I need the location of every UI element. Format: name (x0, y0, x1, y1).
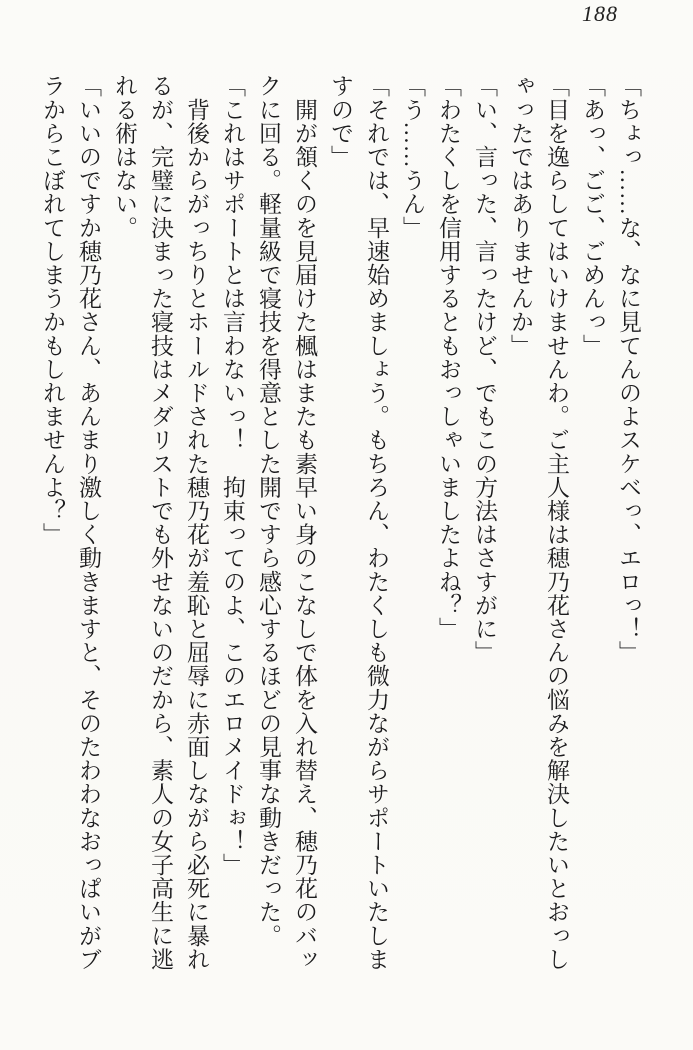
text-column: 「それでは、早速始めましょう。もちろん、わたくしも微力ながらサポートいたしま (364, 74, 389, 971)
text-column: れる術はない。 (112, 74, 137, 240)
text-column: 「い、言った、言ったけど、でもこの方法はさすがに」 (472, 74, 497, 664)
text-column: 背後からがっちりとホールドされた穂乃花が羞恥と屈辱に赤面しながら必死に暴れ (184, 74, 209, 971)
text-column-container (34, 74, 646, 979)
text-column: ゃったではありませんか」 (508, 74, 533, 358)
text-column: 「あっ、ごご、ごめんっ」 (580, 74, 605, 358)
text-column: ラからこぼれてしまうかもしれませんよ？」 (40, 74, 65, 546)
text-column: 「目を逸らしてはいけませんわ。ご主人様は穂乃花さんの悩みを解決したいとおっし (544, 74, 569, 971)
text-column: 「う……うん」 (400, 74, 425, 240)
text-column: 「これはサポートとは言わないっ！ 拘束ってのよ、このエロメイドぉ！」 (220, 74, 245, 877)
page-number: 188 (582, 1, 618, 26)
text-column: すので」 (328, 74, 353, 169)
text-column: 「いいのですか穂乃花さん、あんまり激しく動きますと、そのたわわなおっぱいがブ (76, 74, 101, 971)
text-column: クに回る。軽量級で寝技を得意とした開ですら感心するほどの見事な動きだった。 (256, 74, 281, 948)
text-column: 開が頷くのを見届けた楓はまたも素早い身のこなしで体を入れ替え、穂乃花のバッ (292, 74, 317, 971)
text-column: るが、完璧に決まった寝技はメダリストでも外せないのだから、素人の女子高生に逃 (148, 74, 173, 971)
text-column: 「わたくしを信用するともおっしゃいましたよね？」 (436, 74, 461, 641)
text-column: 「ちょっ……な、なに見てんのよスケベっ、エロっ！」 (616, 74, 641, 664)
